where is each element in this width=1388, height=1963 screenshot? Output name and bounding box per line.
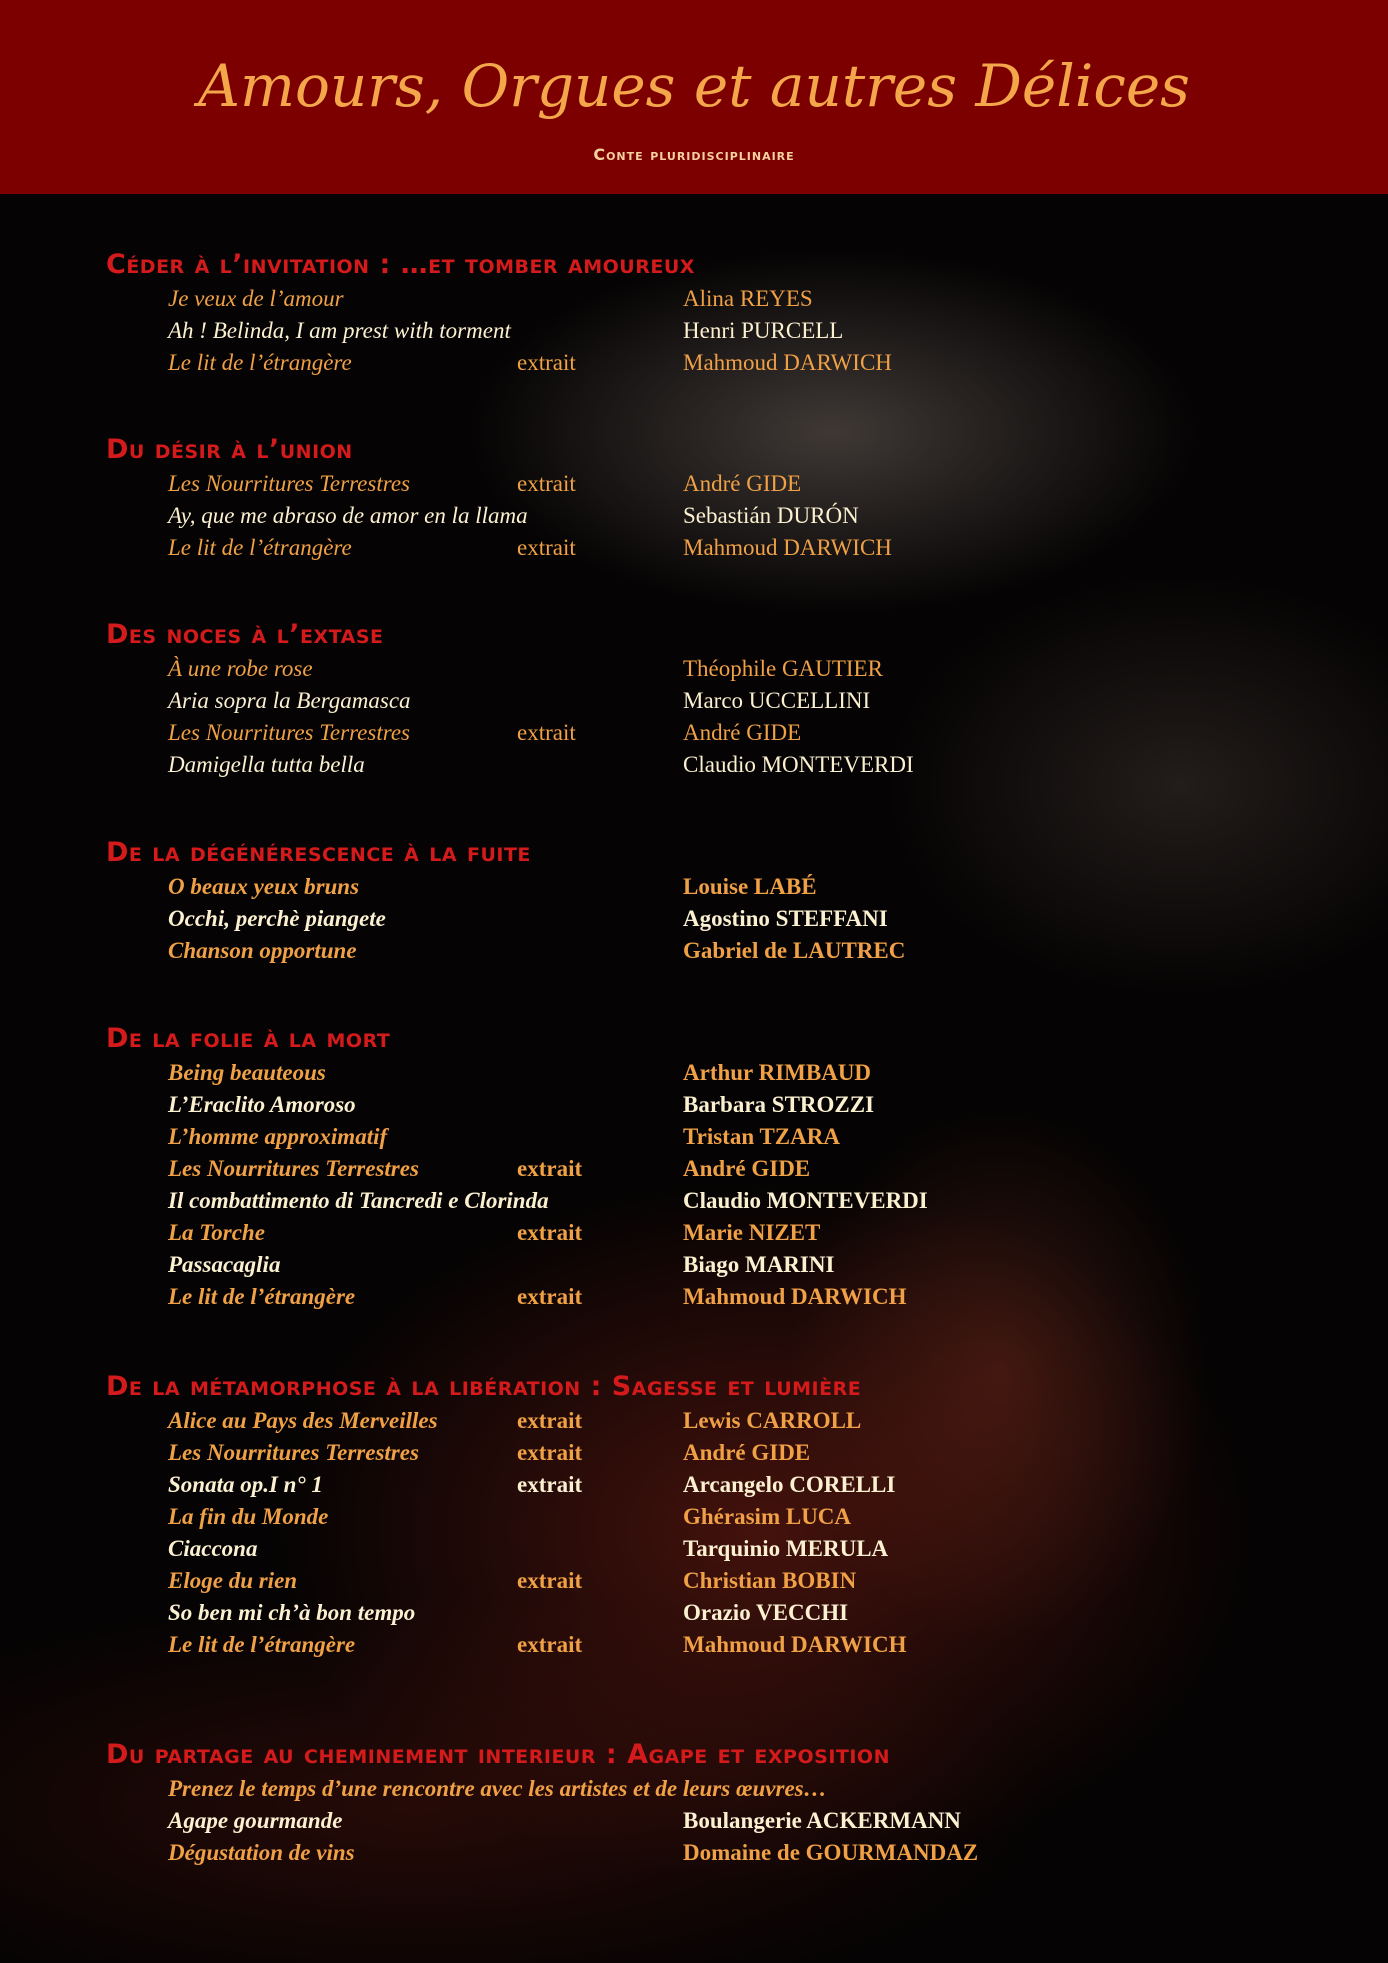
excerpt-note: extrait (517, 720, 576, 745)
program-row (0, 935, 1388, 967)
program-row (0, 1185, 1388, 1217)
author-name: Biago MARINI (683, 1252, 835, 1277)
program-row (0, 1565, 1388, 1597)
section-title: De la folie à la mort (106, 1023, 391, 1054)
program-row (0, 283, 1388, 315)
work-title: Aria sopra la Bergamasca (168, 688, 411, 713)
author-name: Louise LABÉ (683, 874, 817, 899)
program-row (0, 1837, 1388, 1869)
work-title: Eloge du rien (168, 1568, 298, 1593)
program-row (0, 1597, 1388, 1629)
work-title: La fin du Monde (168, 1504, 329, 1529)
work-title: Je veux de l’amour (168, 286, 344, 311)
work-title: Le lit de l’étrangère (168, 1284, 356, 1309)
work-title: So ben mi ch’à bon tempo (168, 1600, 416, 1625)
author-name: Lewis CARROLL (683, 1408, 862, 1433)
program-row (0, 1153, 1388, 1185)
work-title: Damigella tutta bella (168, 752, 365, 777)
work-title: Prenez le temps d’une rencontre avec les artistes et de leurs œuvres… (168, 1776, 827, 1801)
program-row (0, 1249, 1388, 1281)
work-title: Dégustation de vins (168, 1840, 355, 1865)
program-row (0, 871, 1388, 903)
program-row (0, 1773, 1388, 1805)
excerpt-note: extrait (517, 1472, 583, 1497)
excerpt-note: extrait (517, 1408, 583, 1433)
program-row (0, 315, 1388, 347)
author-name: Mahmoud DARWICH (683, 350, 892, 375)
page-subtitle: Conte pluridisciplinaire (593, 145, 795, 164)
work-title: Le lit de l’étrangère (168, 1632, 356, 1657)
excerpt-note: extrait (517, 1220, 583, 1245)
program-row (0, 500, 1388, 532)
program-row (0, 1057, 1388, 1089)
header-banner (0, 0, 1388, 194)
program-row (0, 347, 1388, 379)
work-title: Les Nourritures Terrestres (168, 720, 410, 745)
work-title: O beaux yeux bruns (168, 874, 360, 899)
excerpt-note: extrait (517, 1632, 583, 1657)
excerpt-note: extrait (517, 1284, 583, 1309)
program-row (0, 1405, 1388, 1437)
author-name: Mahmoud DARWICH (683, 1284, 907, 1309)
author-name: Gabriel de LAUTREC (683, 938, 906, 963)
excerpt-note: extrait (517, 471, 576, 496)
author-name: Mahmoud DARWICH (683, 535, 892, 560)
excerpt-note: extrait (517, 535, 576, 560)
author-name: Domaine de GOURMANDAZ (683, 1840, 979, 1865)
program-row (0, 903, 1388, 935)
section-title: Du désir à l’union (106, 434, 353, 465)
section-title: De la dégénérescence à la fuite (106, 837, 531, 868)
work-title: Ay, que me abraso de amor en la llama (168, 503, 528, 528)
work-title: Sonata op.I n° 1 (168, 1472, 323, 1497)
work-title: Ciaccona (168, 1536, 258, 1561)
work-title: Les Nourritures Terrestres (168, 1156, 419, 1181)
work-title: Being beauteous (168, 1060, 326, 1085)
program-row (0, 1437, 1388, 1469)
author-name: Mahmoud DARWICH (683, 1632, 907, 1657)
program-row (0, 1629, 1388, 1661)
work-title: Le lit de l’étrangère (168, 535, 352, 560)
program-row (0, 1533, 1388, 1565)
author-name: Barbara STROZZI (683, 1092, 875, 1117)
excerpt-note: extrait (517, 350, 576, 375)
author-name: Tristan TZARA (683, 1124, 840, 1149)
work-title: La Torche (168, 1220, 265, 1245)
work-title: L’Eraclito Amoroso (168, 1092, 356, 1117)
work-title: Agape gourmande (168, 1808, 343, 1833)
program-row (0, 749, 1388, 781)
author-name: Henri PURCELL (683, 318, 844, 343)
author-name: Orazio VECCHI (683, 1600, 849, 1625)
program-row (0, 685, 1388, 717)
program-row (0, 1501, 1388, 1533)
author-name: Agostino STEFFANI (683, 906, 888, 931)
program-row (0, 1217, 1388, 1249)
author-name: André GIDE (683, 720, 802, 745)
author-name: André GIDE (683, 1156, 811, 1181)
author-name: Tarquinio MERULA (683, 1536, 889, 1561)
page-title: Amours, Orgues et autres Délices (198, 52, 1190, 120)
section-title: Des noces à l’extase (106, 619, 384, 650)
work-title: L’homme approximatif (168, 1124, 388, 1149)
excerpt-note: extrait (517, 1156, 583, 1181)
program-row (0, 1121, 1388, 1153)
author-name: Arthur RIMBAUD (683, 1060, 872, 1085)
program-row (0, 1089, 1388, 1121)
work-title: Ah ! Belinda, I am prest with torment (168, 318, 511, 343)
section-title: Céder à l’invitation : …et tomber amoureux (106, 249, 695, 280)
work-title: Il combattimento di Tancredi e Clorinda (168, 1188, 549, 1213)
excerpt-note: extrait (517, 1440, 583, 1465)
work-title: Passacaglia (168, 1252, 281, 1277)
work-title: Occhi, perchè piangete (168, 906, 386, 931)
section-title: Du partage au cheminement interieur : Agape et exposition (106, 1739, 890, 1770)
author-name: Sebastián DURÓN (683, 503, 859, 528)
work-title: Le lit de l’étrangère (168, 350, 352, 375)
author-name: Claudio MONTEVERDI (683, 752, 914, 777)
section-title: De la métamorphose à la libération : Sagesse et lumière (106, 1371, 862, 1402)
author-name: Marie NIZET (683, 1220, 821, 1245)
author-name: Claudio MONTEVERDI (683, 1188, 928, 1213)
author-name: Boulangerie ACKERMANN (683, 1808, 961, 1833)
program-row (0, 532, 1388, 564)
author-name: André GIDE (683, 471, 802, 496)
program-row (0, 653, 1388, 685)
work-title: Les Nourritures Terrestres (168, 1440, 419, 1465)
author-name: Théophile GAUTIER (683, 656, 883, 681)
work-title: Alice au Pays des Merveilles (168, 1408, 438, 1433)
work-title: Les Nourritures Terrestres (168, 471, 410, 496)
program-row (0, 1281, 1388, 1313)
author-name: Alina REYES (683, 286, 813, 311)
author-name: André GIDE (683, 1440, 811, 1465)
author-name: Marco UCCELLINI (683, 688, 871, 713)
work-title: Chanson opportune (168, 938, 357, 963)
author-name: Arcangelo CORELLI (683, 1472, 896, 1497)
author-name: Christian BOBIN (683, 1568, 857, 1593)
author-name: Ghérasim LUCA (683, 1504, 852, 1529)
program-row (0, 468, 1388, 500)
work-title: À une robe rose (168, 656, 313, 681)
program-row (0, 717, 1388, 749)
program-row (0, 1469, 1388, 1501)
excerpt-note: extrait (517, 1568, 583, 1593)
program-row (0, 1805, 1388, 1837)
